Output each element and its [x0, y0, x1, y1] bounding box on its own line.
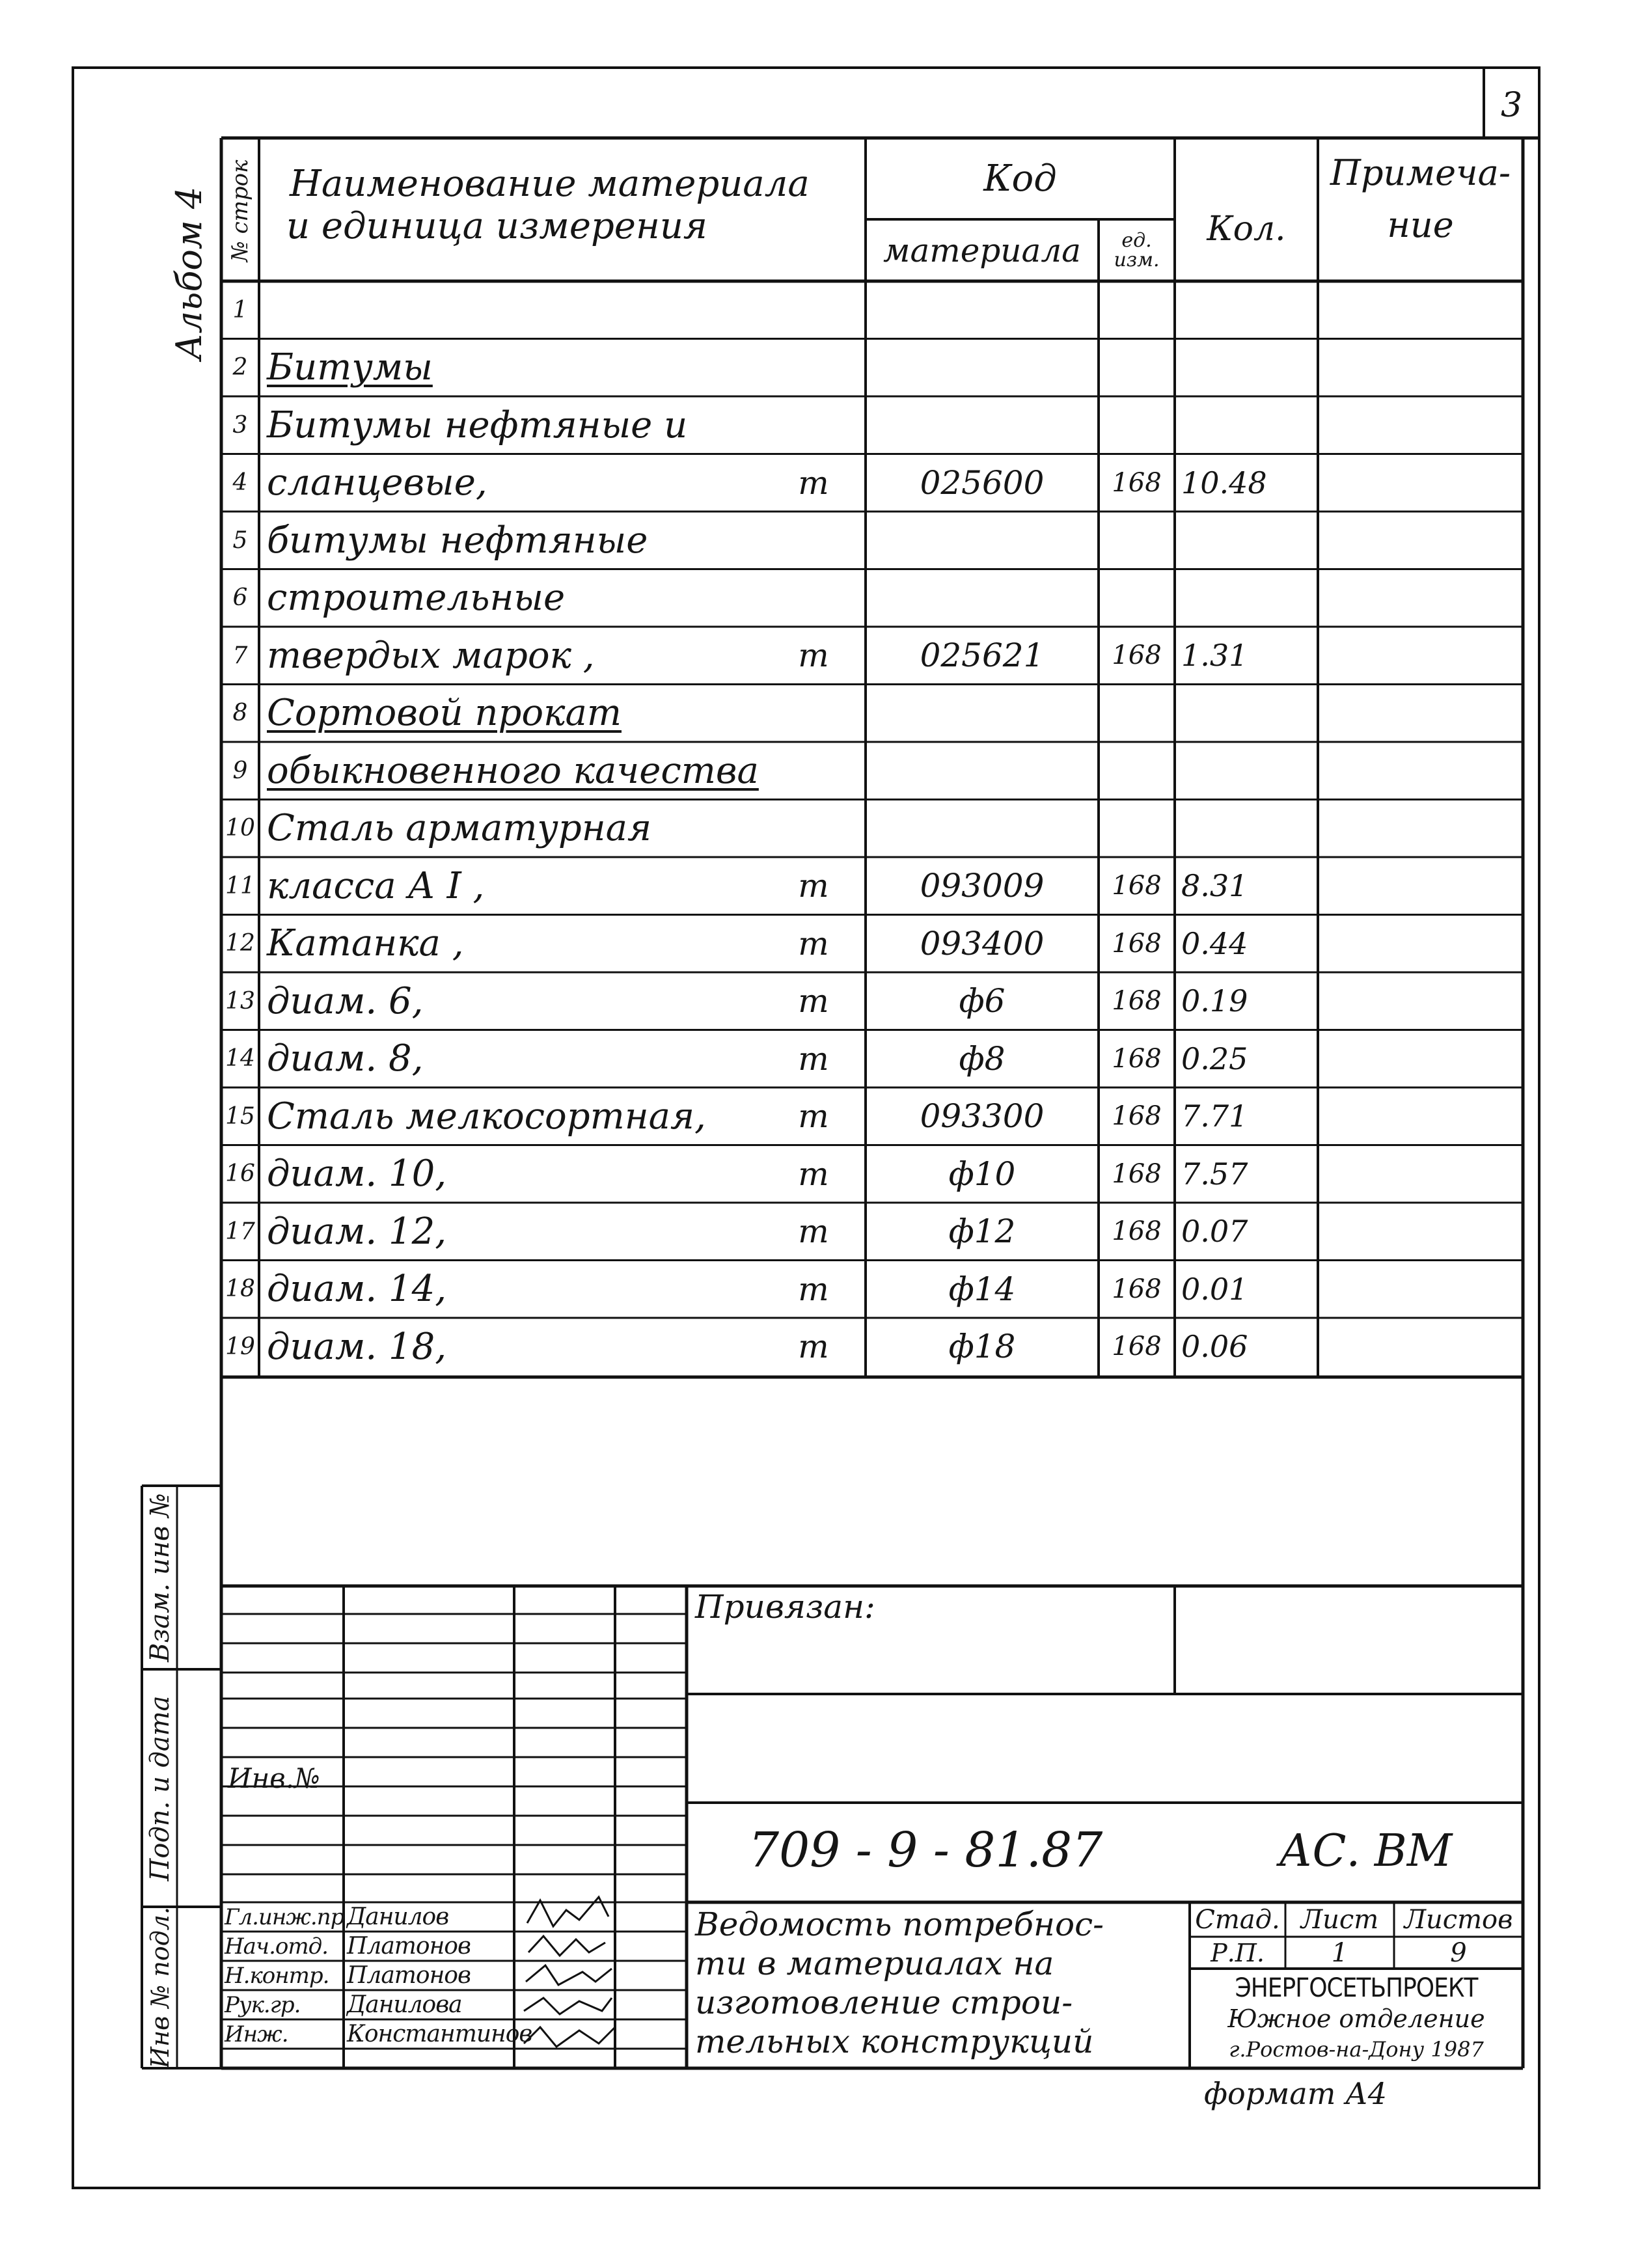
row-number: 13: [225, 987, 255, 1015]
signer-role: Нач.отд.: [225, 1933, 328, 1960]
row-material-code: 093300: [920, 1097, 1045, 1136]
row-unit-code: 168: [1112, 1101, 1162, 1132]
header-note-2: ние: [1387, 204, 1454, 245]
row-unit-code: [1099, 339, 1175, 397]
row-material-code: [866, 800, 1099, 858]
row-unit: т: [798, 1270, 829, 1308]
row-material-code: [866, 569, 1099, 627]
row-material-code: [866, 281, 1099, 339]
row-material-name: Сталь арматурная: [267, 807, 652, 850]
header-name-2: и единица измерения: [286, 205, 707, 247]
row-unit-code: 168: [1112, 928, 1162, 959]
stage-value: Р.П.: [1211, 1938, 1265, 1967]
row-unit-code: 168: [1112, 1043, 1162, 1074]
signer-role: Гл.инж.пр: [225, 1904, 344, 1930]
row-quantity: [1181, 281, 1311, 339]
row-quantity: 8.31: [1181, 868, 1248, 904]
row-quantity: [1181, 800, 1311, 858]
row-unit-code: 168: [1112, 467, 1162, 498]
row-unit: т: [798, 1039, 829, 1078]
row-number: 8: [232, 700, 248, 727]
row-material-code: [866, 512, 1099, 569]
org-city: г.Ростов-на-Дону 1987: [1229, 2037, 1484, 2062]
row-unit-code: [1099, 742, 1175, 800]
row-number: 11: [225, 872, 255, 899]
row-number: 17: [225, 1218, 255, 1245]
format-label: формат А4: [1204, 2076, 1388, 2111]
row-material-code: 025600: [920, 463, 1045, 502]
row-number: 12: [225, 930, 255, 957]
row-unit: т: [798, 1154, 829, 1193]
row-number: 14: [225, 1045, 255, 1073]
row-unit-code: 168: [1112, 986, 1162, 1017]
row-quantity: [1181, 512, 1311, 569]
row-material-code: ф14: [948, 1270, 1016, 1308]
doc-title-3: изготовление строи-: [695, 1984, 1073, 2021]
row-material-name: [267, 281, 787, 339]
row-quantity: 0.25: [1181, 1041, 1248, 1076]
stamp-podp: Подп. и дата: [145, 1695, 175, 1881]
row-material-name: диам. 18,: [267, 1325, 447, 1368]
row-material-name: битумы нефтяные: [267, 519, 648, 562]
header-row-no: № строк: [227, 159, 253, 262]
row-material-name: Битумы: [267, 346, 433, 389]
signer-name: Константинов: [347, 2021, 532, 2047]
row-material-code: [866, 339, 1099, 397]
signer-name: Данилов: [347, 1904, 449, 1930]
row-quantity: [1181, 396, 1311, 454]
header-code-material: материала: [883, 231, 1081, 269]
doc-title-2: ти в материалах на: [695, 1945, 1054, 1982]
row-unit: [781, 685, 846, 743]
row-unit-code: [1099, 512, 1175, 569]
row-unit: [781, 742, 846, 800]
row-unit-code: [1099, 569, 1175, 627]
header-code: Код: [983, 157, 1057, 200]
org-name: ЭНЕРГОСЕТЬПРОЕКТ: [1235, 1973, 1478, 2003]
row-quantity: 0.07: [1181, 1214, 1248, 1250]
album-label: Альбом 4: [168, 186, 210, 361]
row-unit-code: [1099, 281, 1175, 339]
doc-mark: АС. ВМ: [1279, 1825, 1453, 1877]
row-material-code: [866, 685, 1099, 743]
row-unit-code: [1099, 685, 1175, 743]
row-material-name: диам. 12,: [267, 1210, 447, 1253]
row-number: 15: [225, 1102, 255, 1130]
row-material-code: ф12: [948, 1212, 1016, 1251]
header-note: Примеча-: [1330, 152, 1511, 193]
row-unit: т: [798, 924, 829, 963]
row-unit: т: [798, 867, 829, 905]
row-material-name: Битумы нефтяные и: [267, 403, 688, 446]
row-number: 3: [232, 411, 248, 439]
signer-name: Платонов: [347, 1933, 471, 1960]
signer-name: Данилова: [347, 1991, 462, 2018]
row-material-name: твердых марок ,: [267, 634, 595, 677]
row-unit-code: 168: [1112, 1332, 1162, 1362]
sheets-label: Листов: [1404, 1904, 1513, 1935]
signer-name: Платонов: [347, 1962, 471, 1989]
row-number: 19: [225, 1333, 255, 1360]
row-material-name: класса А I ,: [267, 864, 485, 907]
row-number: 6: [232, 584, 248, 612]
row-material-name: диам. 10,: [267, 1153, 447, 1195]
row-unit-code: 168: [1112, 1158, 1162, 1189]
row-material-name: Катанка ,: [267, 922, 464, 965]
row-quantity: [1181, 339, 1311, 397]
sheet-corner-number: 3: [1500, 86, 1523, 125]
row-number: 18: [225, 1276, 255, 1303]
row-material-code: ф6: [959, 982, 1006, 1020]
row-number: 2: [232, 354, 248, 381]
row-unit-code: 168: [1112, 640, 1162, 671]
row-quantity: 0.19: [1181, 983, 1248, 1019]
row-quantity: [1181, 685, 1311, 743]
row-quantity: 7.71: [1181, 1099, 1248, 1134]
row-unit-code: [1099, 800, 1175, 858]
row-unit-code: 168: [1112, 871, 1162, 901]
row-number: 4: [232, 469, 248, 497]
row-unit: [781, 339, 846, 397]
row-number: 16: [225, 1160, 255, 1188]
header-code-unit: ед. изм.: [1114, 228, 1160, 271]
row-number: 7: [232, 642, 248, 669]
signer-role: Рук.гр.: [225, 1991, 301, 2018]
header-qty: Кол.: [1207, 210, 1286, 249]
row-unit: [781, 281, 846, 339]
inv-no-label: Инв.№: [228, 1762, 320, 1794]
org-branch: Южное отделение: [1227, 2004, 1485, 2033]
row-number: 1: [232, 296, 248, 323]
row-material-name: диам. 8,: [267, 1037, 424, 1080]
row-quantity: 0.06: [1181, 1329, 1248, 1365]
row-number: 9: [232, 757, 248, 784]
row-unit-code: 168: [1112, 1274, 1162, 1304]
row-unit: т: [798, 636, 829, 675]
stamp-inv: Инв № подл.: [146, 1906, 174, 2069]
row-material-code: [866, 396, 1099, 454]
row-material-name: диам. 14,: [267, 1268, 447, 1311]
row-unit: [781, 396, 846, 454]
sheet-value: 1: [1331, 1937, 1348, 1968]
row-material-code: 093009: [920, 867, 1045, 905]
signature-scribbles: [524, 1897, 615, 2047]
row-material-name: Сталь мелкосортная,: [267, 1095, 706, 1138]
signer-role: Н.контр.: [225, 1962, 329, 1989]
row-unit-code: [1099, 396, 1175, 454]
row-unit: т: [798, 982, 829, 1020]
signer-role: Инж.: [225, 2021, 288, 2047]
row-material-code: 025621: [920, 636, 1045, 675]
row-quantity: [1181, 742, 1311, 800]
row-material-name: обыкновенного качества: [267, 749, 759, 792]
header-name: Наименование материала: [290, 163, 810, 205]
row-quantity: [1181, 569, 1311, 627]
sheets-value: 9: [1450, 1937, 1467, 1968]
row-material-code: [866, 742, 1099, 800]
row-quantity: 7.57: [1181, 1156, 1248, 1192]
row-material-code: ф18: [948, 1328, 1016, 1366]
row-unit: т: [798, 463, 829, 502]
row-material-code: 093400: [920, 924, 1045, 963]
row-material-name: строительные: [267, 577, 566, 620]
row-unit: [781, 569, 846, 627]
stamp-vzam: Взам. инв №: [145, 1493, 175, 1662]
privyazan-label: Привязан:: [695, 1588, 875, 1626]
row-quantity: 0.44: [1181, 925, 1248, 961]
row-number: 10: [225, 815, 255, 842]
row-material-code: ф8: [959, 1039, 1006, 1078]
stage-label: Стад.: [1195, 1904, 1280, 1935]
row-quantity: 1.31: [1181, 638, 1248, 674]
row-number: 5: [232, 526, 248, 554]
row-unit: [781, 512, 846, 569]
row-unit: т: [798, 1212, 829, 1251]
doc-code: 709 - 9 - 81.87: [748, 1822, 1103, 1878]
row-unit: т: [798, 1097, 829, 1136]
row-material-name: Сортовой прокат: [267, 692, 622, 735]
row-unit: т: [798, 1328, 829, 1366]
row-quantity: 0.01: [1181, 1271, 1248, 1307]
doc-title-1: Ведомость потребнос-: [695, 1906, 1104, 1943]
row-unit: [781, 800, 846, 858]
row-material-code: ф10: [948, 1154, 1016, 1193]
row-unit-code: 168: [1112, 1216, 1162, 1247]
row-material-name: сланцевые,: [267, 461, 487, 504]
doc-title-4: тельных конструкций: [695, 2023, 1094, 2060]
sheet-label: Лист: [1300, 1904, 1379, 1935]
row-material-name: диам. 6,: [267, 979, 424, 1022]
row-quantity: 10.48: [1181, 465, 1267, 500]
